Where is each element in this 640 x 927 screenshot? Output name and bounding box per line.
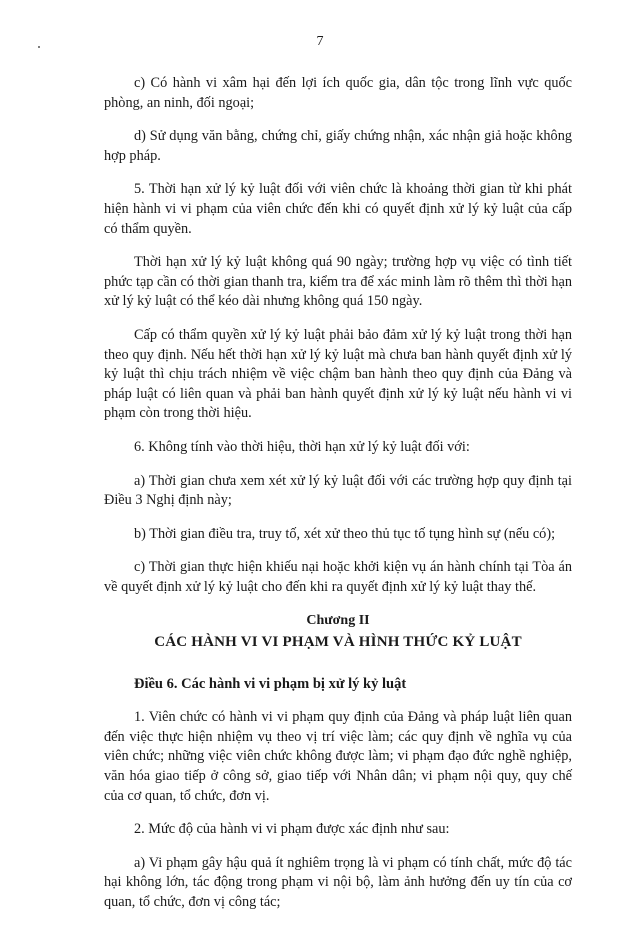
paragraph-6-exclusions: 6. Không tính vào thời hiệu, thời hạn xử lý kỷ luật đối với: bbox=[134, 438, 470, 455]
paragraph-article6-1: 1. Viên chức có hành vi vi phạm quy định của Đảng và pháp luật liên quan đến việc thực hiện nhiệm vụ theo vị trí việc làm; các quy định về nghĩa vụ của viên chức; những việc viên chức không được làm; vi phạm đạo đức nghề nghiệp, văn hóa giao tiếp ở công sở, giao tiếp với Nhân dân; vi phạm nội quy, quy chế của cơ quan, tổ chức, đơn vị. bbox=[104, 709, 572, 804]
chapter-title: CÁC HÀNH VI VI PHẠM VÀ HÌNH THỨC KỶ LUẬT bbox=[154, 634, 522, 651]
paragraph-period-limit: Thời hạn xử lý kỷ luật không quá 90 ngày; trường hợp vụ việc có tình tiết phức tạp cần có thời gian thanh tra, kiểm tra để xác minh làm rõ thêm thì thời hạn xử lý kỷ luật có thể kéo dài nhưng không quá 150 ngày. bbox=[104, 254, 572, 310]
page-number: 7 bbox=[316, 34, 324, 49]
chapter-label: Chương II bbox=[306, 613, 370, 629]
paragraph-6b: b) Thời gian điều tra, truy tố, xét xử theo thủ tục tố tụng hình sự (nếu có); bbox=[134, 525, 556, 542]
paragraph-c-national-interest: c) Có hành vi xâm hại đến lợi ích quốc gia, dân tộc trong lĩnh vực quốc phòng, an ninh, đối ngoại; bbox=[104, 75, 572, 111]
paragraph-competent-authority: Cấp có thẩm quyền xử lý kỷ luật phải bảo đảm xử lý kỷ luật trong thời hạn theo quy định. Nếu hết thời hạn xử lý kỷ luật mà chưa ban hành quyết định xử lý kỷ luật thì chịu trách nhiệm về việc chậm ban hành theo quy định của Đảng và pháp luật có liên quan và phải ban hành quyết định xử lý kỷ luật nếu hành vi vi phạm còn trong thời hiệu. bbox=[104, 326, 572, 422]
page-content bbox=[104, 74, 572, 927]
paragraph-6a: a) Thời gian chưa xem xét xử lý kỷ luật đối với các trường hợp quy định tại Điều 3 Nghị định này; bbox=[104, 472, 572, 509]
paragraph-article6-2: 2. Mức độ của hành vi vi phạm được xác định như sau: bbox=[134, 821, 450, 838]
paragraph-6c: c) Thời gian thực hiện khiếu nại hoặc khởi kiện vụ án hành chính tại Tòa án về quyết định xử lý kỷ luật cho đến khi ra quyết định xử lý kỷ luật thay thế. bbox=[104, 559, 572, 595]
paragraph-5-discipline-period: 5. Thời hạn xử lý kỷ luật đối với viên chức là khoảng thời gian từ khi phát hiện hành vi vi phạm của viên chức đến khi có quyết định xử lý kỷ luật của cấp có thẩm quyền. bbox=[104, 181, 572, 237]
article-title: Điều 6. Các hành vi vi phạm bị xử lý kỷ luật bbox=[134, 675, 407, 692]
paragraph-d-fake-certificates: d) Sử dụng văn bằng, chứng chỉ, giấy chứng nhận, xác nhận giả hoặc không hợp pháp. bbox=[104, 128, 572, 164]
paragraph-article6-2a: a) Vi phạm gây hậu quả ít nghiêm trọng là vi phạm có tính chất, mức độ tác hại không lớn, tác động trong phạm vi nội bộ, làm ảnh hưởng đến uy tín của cơ quan, tổ chức, đơn vị công tác; bbox=[104, 854, 572, 910]
